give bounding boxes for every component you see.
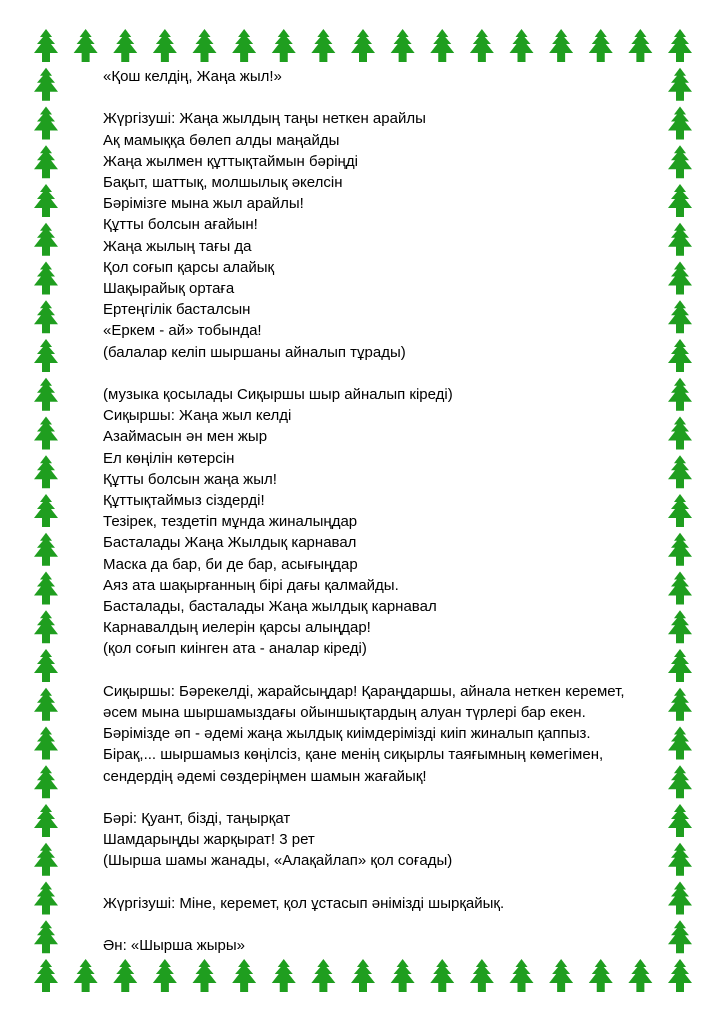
fir-tree-icon [510, 959, 534, 992]
fir-tree-icon [668, 494, 692, 527]
text-line: Шамдарыңды жарқырат! 3 рет [103, 831, 315, 849]
text-line: Қол соғып қарсы алайық [103, 258, 275, 276]
fir-tree-icon [668, 107, 692, 140]
text-line: Бәрімізге мына жыл арайлы! [103, 195, 304, 213]
fir-tree-icon [510, 29, 534, 62]
text-line: (қол соғып киінген ата - аналар кіреді) [103, 640, 367, 658]
fir-tree-icon [34, 610, 58, 643]
fir-tree-icon [668, 184, 692, 217]
text-line: Жаңа жылмен құттықтаймын бәріңді [103, 152, 358, 170]
fir-tree-icon [668, 300, 692, 333]
blank-line [103, 660, 663, 681]
text-line: әсем мына шыршамыздағы ойыншықтардың алуан түрлері бар екен. [103, 704, 586, 722]
text-line: Шақырайық ортаға [103, 280, 235, 298]
text-line: Тезірек, тездетіп мұнда жиналыңдар [103, 513, 358, 531]
fir-tree-icon [351, 959, 375, 992]
fir-tree-icon [549, 959, 573, 992]
fir-tree-icon [668, 68, 692, 101]
text-line: Жүргізуші: Жаңа жылдың таңы неткен арайлы [103, 110, 426, 128]
fir-tree-icon [34, 262, 58, 295]
text-line: Басталады Жаңа Жылдық карнавал [103, 534, 357, 552]
fir-tree-icon [74, 29, 98, 62]
fir-tree-icon [34, 533, 58, 566]
fir-tree-icon [668, 688, 692, 721]
fir-tree-icon [34, 455, 58, 488]
fir-tree-icon [34, 688, 58, 721]
text-line: Жаңа жылың тағы да [103, 237, 252, 255]
text-line: Бақыт, шаттық, молшылық әкелсін [103, 174, 343, 191]
fir-tree-icon [272, 959, 296, 992]
text-line: Басталады, басталады Жаңа жылдық карнавал [103, 598, 437, 616]
fir-tree-icon [311, 29, 335, 62]
fir-tree-icon [470, 29, 494, 62]
text-line: Сиқыршы: Жаңа жыл келді [103, 407, 292, 425]
fir-tree-icon [113, 29, 137, 62]
fir-tree-icon [34, 223, 58, 256]
blank-line [103, 363, 663, 384]
fir-tree-icon [34, 727, 58, 760]
text-line: Карнавалдың иелерін қарсы алыңдар! [103, 619, 371, 637]
text-line: Бәрімізде әп - әдемі жаңа жылдық киімдерімізді киіп жиналып қаппыз. [103, 725, 591, 743]
document-title: «Қош келдің, Жаңа жыл!» [103, 68, 282, 85]
blank-line [103, 872, 663, 893]
fir-tree-icon [668, 920, 692, 953]
fir-tree-icon [34, 145, 58, 178]
fir-tree-icon [74, 959, 98, 992]
fir-tree-icon [668, 378, 692, 411]
fir-tree-icon [34, 184, 58, 217]
fir-tree-icon [668, 223, 692, 256]
fir-tree-icon [430, 29, 454, 62]
blank-line [103, 787, 663, 808]
blank-line [103, 914, 663, 935]
fir-tree-icon [232, 29, 256, 62]
fir-tree-icon [470, 959, 494, 992]
text-line: Ертеңгілік басталсын [103, 301, 251, 319]
fir-tree-icon [668, 804, 692, 837]
fir-tree-icon [34, 417, 58, 450]
text-line: Бәрі: Қуант, бізді, таңырқат [103, 810, 291, 828]
text-line: Аяз ата шақырғанның бірі дағы қалмайды. [103, 576, 399, 594]
fir-tree-icon [34, 765, 58, 798]
fir-tree-icon [193, 29, 217, 62]
text-line: Құтты болсын жаңа жыл! [103, 470, 277, 488]
text-line: сендердің әдемі сөздеріңмен шамын жағайық! [103, 767, 427, 785]
fir-tree-icon [113, 959, 137, 992]
text-line: (музыка қосылады Сиқыршы шыр айналып кіреді) [103, 386, 453, 404]
fir-tree-icon [668, 339, 692, 372]
fir-tree-icon [34, 649, 58, 682]
fir-tree-icon [668, 882, 692, 915]
fir-tree-icon [34, 494, 58, 527]
text-line: Ел көңілін көтерсін [103, 449, 235, 467]
text-line: Бірақ,... шыршамыз көңілсіз, қане менің сиқырлы таяғымның көмегімен, [103, 746, 604, 764]
fir-tree-icon [668, 959, 692, 992]
fir-tree-icon [668, 649, 692, 682]
fir-tree-icon [153, 29, 177, 62]
fir-tree-icon [668, 765, 692, 798]
fir-tree-icon [668, 455, 692, 488]
fir-tree-icon [668, 29, 692, 62]
fir-tree-icon [668, 572, 692, 605]
text-line: (Шырша шамы жанады, «Алақайлап» қол соғады) [103, 852, 453, 870]
text-line: Жүргізуші: Міне, керемет, қол ұстасып әнімізді шырқайық. [103, 894, 505, 912]
fir-tree-icon [391, 29, 415, 62]
fir-tree-icon [34, 107, 58, 140]
blank-line [103, 87, 663, 108]
fir-tree-icon [391, 959, 415, 992]
text-line: Құтты болсын ағайын! [103, 216, 258, 234]
text-line: «Еркем - ай» тобында! [103, 322, 262, 340]
fir-tree-icon [34, 959, 58, 992]
fir-tree-icon [34, 339, 58, 372]
fir-tree-icon [34, 378, 58, 411]
fir-tree-icon [34, 68, 58, 101]
fir-tree-icon [351, 29, 375, 62]
fir-tree-icon [668, 145, 692, 178]
fir-tree-icon [589, 959, 613, 992]
fir-tree-icon [589, 29, 613, 62]
fir-tree-icon [668, 533, 692, 566]
document-body [103, 66, 663, 956]
fir-tree-icon [34, 843, 58, 876]
fir-tree-icon [668, 417, 692, 450]
fir-tree-icon [153, 959, 177, 992]
fir-tree-icon [668, 843, 692, 876]
fir-tree-icon [668, 727, 692, 760]
fir-tree-icon [34, 920, 58, 953]
fir-tree-icon [430, 959, 454, 992]
text-line: Азаймасын ән мен жыр [103, 428, 268, 446]
fir-tree-icon [34, 29, 58, 62]
text-line: Сиқыршы: Бәрекелді, жарайсыңдар! Қараңдаршы, айнала неткен керемет, [103, 682, 625, 700]
fir-tree-icon [668, 262, 692, 295]
fir-tree-icon [272, 29, 296, 62]
fir-tree-icon [668, 610, 692, 643]
fir-tree-icon [34, 882, 58, 915]
fir-tree-icon [628, 29, 652, 62]
fir-tree-icon [34, 572, 58, 605]
fir-tree-icon [628, 959, 652, 992]
fir-tree-icon [34, 804, 58, 837]
fir-tree-icon [549, 29, 573, 62]
text-line: Құттықтаймыз сіздерді! [103, 492, 265, 510]
text-line: Маска да бар, би де бар, асығыңдар [103, 555, 358, 573]
fir-tree-icon [311, 959, 335, 992]
fir-tree-icon [193, 959, 217, 992]
text-line: (балалар келіп шыршаны айналып тұрады) [103, 343, 406, 361]
fir-tree-icon [232, 959, 256, 992]
text-line: Ақ мамыққа бөлеп алды маңайды [103, 131, 340, 149]
document-lines [103, 87, 663, 956]
fir-tree-icon [34, 300, 58, 333]
text-line: Ән: «Шырша жыры» [103, 937, 245, 955]
